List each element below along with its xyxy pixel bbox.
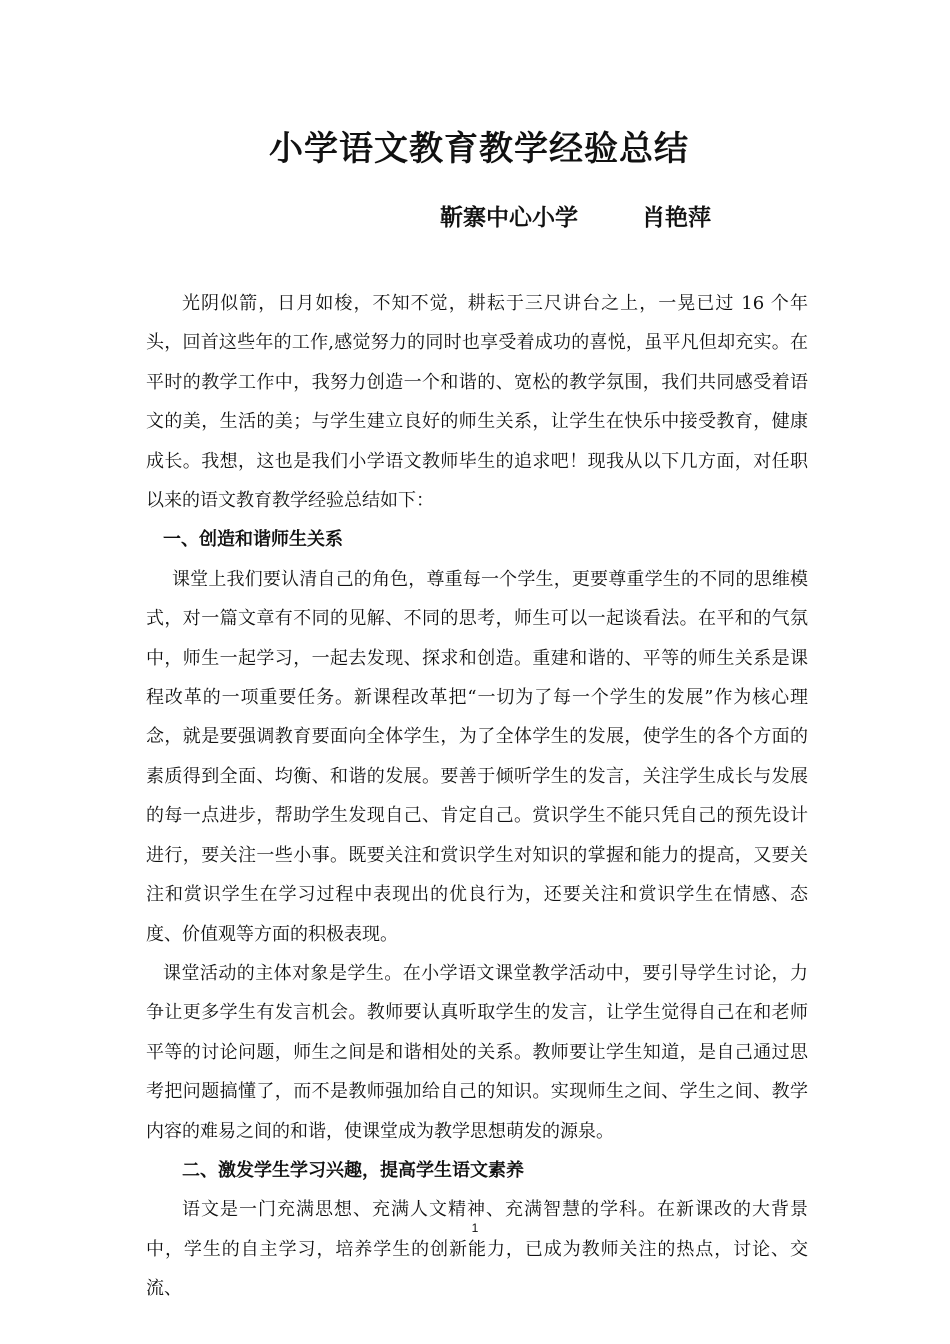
section-heading-1: 一、创造和谐师生关系	[163, 529, 343, 551]
section2-paragraph-1: 语文是一门充满思想、充满人文精神、充满智慧的学科。在新课改的大背景中，学生的自主学习，培养学生的创新能力，已成为教师关注的热点，讨论、交流、	[146, 1199, 808, 1300]
section-heading-2: 二、激发学生学习兴趣，提高学生语文素养	[182, 1159, 524, 1181]
page-number: 1	[471, 1221, 479, 1235]
document-title: 小学语文教育教学经验总结	[269, 129, 689, 169]
intro-paragraph: 光阴似箭，日月如梭，不知不觉，耕耘于三尺讲台之上，一晃已过 16 个年头，回首这些年的工作,感觉努力的同时也享受着成功的喜悦，虽平凡但却充实。在平时的教学工作中，我努力创造一个和谐的、宽松的教学氛围，我们共同感受着语文的美，生活的美；与学生建立良好的师生关系，让学生在快乐中接受教育，健康成长。我想，这也是我们小学语文教师毕生的追求吧！现我从以下几方面，对任职以来的语文教育教学经验总结如下：	[146, 293, 808, 512]
document-body	[146, 284, 808, 1309]
section1-paragraph-2: 课堂活动的主体对象是学生。在小学语文课堂教学活动中，要引导学生讨论，力争让更多学生有发言机会。教师要认真听取学生的发言，让学生觉得自己在和老师平等的讨论问题，师生之间是和谐相处的关系。教师要让学生知道，是自己通过思考把问题搞懂了，而不是教师强加给自己的知识。实现师生之间、学生之间、教学内容的难易之间的和谐，使课堂成为教学思想萌发的源泉。	[146, 962, 808, 1142]
section1-paragraph-1: 课堂上我们要认清自己的角色，尊重每一个学生，更要尊重学生的不同的思维模式，对一篇文章有不同的见解、不同的思考，师生可以一起谈看法。在平和的气氛中，师生一起学习，一起去发现、探求和创造。重建和谐的、平等的师生关系是课程改革的一项重要任务。新课程改革把“一切为了每一个学生的发展”作为核心理念，就是要强调教育要面向全体学生，为了全体学生的发展，使学生的各个方面的素质得到全面、均衡、和谐的发展。要善于倾听学生的发言，关注学生成长与发展的每一点进步，帮助学生发现自己、肯定自己。赏识学生不能只凭自己的预先设计进行，要关注一些小事。既要关注和赏识学生对知识的掌握和能力的提高，又要关注和赏识学生在学习过程中表现出的优良行为，还要关注和赏识学生在情感、态度、价值观等方面的积极表现。	[146, 568, 808, 945]
author-byline: 靳寨中心小学 肖艳萍	[440, 204, 712, 231]
